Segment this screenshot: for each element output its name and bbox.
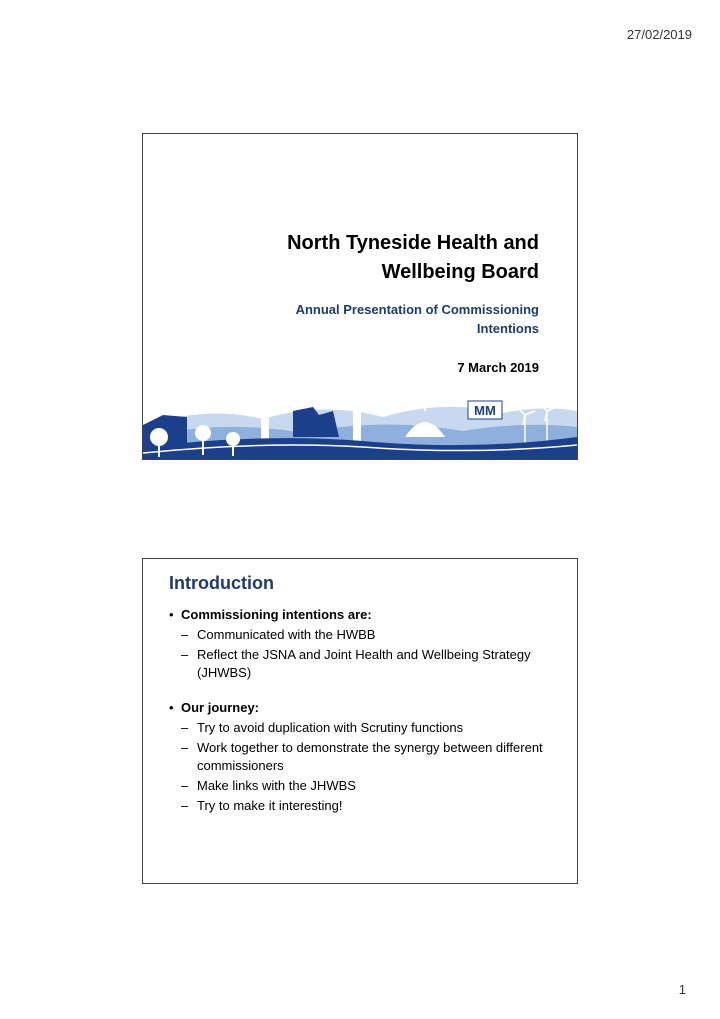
dash-icon: – [181, 720, 189, 735]
slide-subtitle-line2: Intentions [476, 321, 539, 336]
slide-subtitle [219, 300, 539, 338]
sub-bullet-item: – Reflect the JSNA and Joint Health and Wellbeing Strategy (JHWBS) [181, 647, 531, 680]
sub-bullet-item: – Make links with the JHWBS [181, 778, 356, 793]
dash-icon: – [181, 627, 189, 642]
dash-icon: – [181, 647, 189, 662]
sub-bullet-item: – Try to avoid duplication with Scrutiny functions [181, 720, 464, 735]
dash-icon: – [181, 798, 189, 813]
slide-body [165, 606, 565, 815]
bullet-item [165, 606, 565, 624]
sub-bullet-item: – Try to make it interesting! [181, 798, 343, 813]
dash-icon: – [181, 740, 189, 755]
dash-icon: – [181, 778, 189, 793]
slide-heading: Introduction [169, 573, 274, 593]
slide-title [199, 229, 539, 287]
svg-text:MM: MM [474, 403, 496, 418]
presentation-date: 7 March 2019 [457, 360, 539, 375]
bullet-label: Our journey: [181, 700, 260, 715]
bullet-item [165, 699, 565, 717]
sub-bullet-item: – Work together to demonstrate the synergy between different commissioners [181, 740, 543, 773]
print-date: 27/02/2019 [626, 27, 692, 42]
page-number: 1 [678, 982, 686, 997]
bullet-dot-icon: • [169, 700, 174, 715]
introduction-slide [142, 558, 578, 884]
bullet-label: Commissioning intentions are: [181, 607, 372, 622]
bullet-dot-icon: • [169, 607, 174, 622]
slide-title-line2: Wellbeing Board [381, 261, 539, 283]
skyline-tower [353, 401, 361, 441]
skyline-ruins [293, 407, 339, 437]
sub-bullet-item: – Communicated with the HWBB [181, 627, 376, 642]
skyline-banner-image [143, 397, 577, 459]
slide-title-line1: North Tyneside Health and [287, 232, 539, 254]
slide-subtitle-line1: Annual Presentation of Commissioning [295, 302, 539, 317]
title-slide [142, 133, 578, 460]
